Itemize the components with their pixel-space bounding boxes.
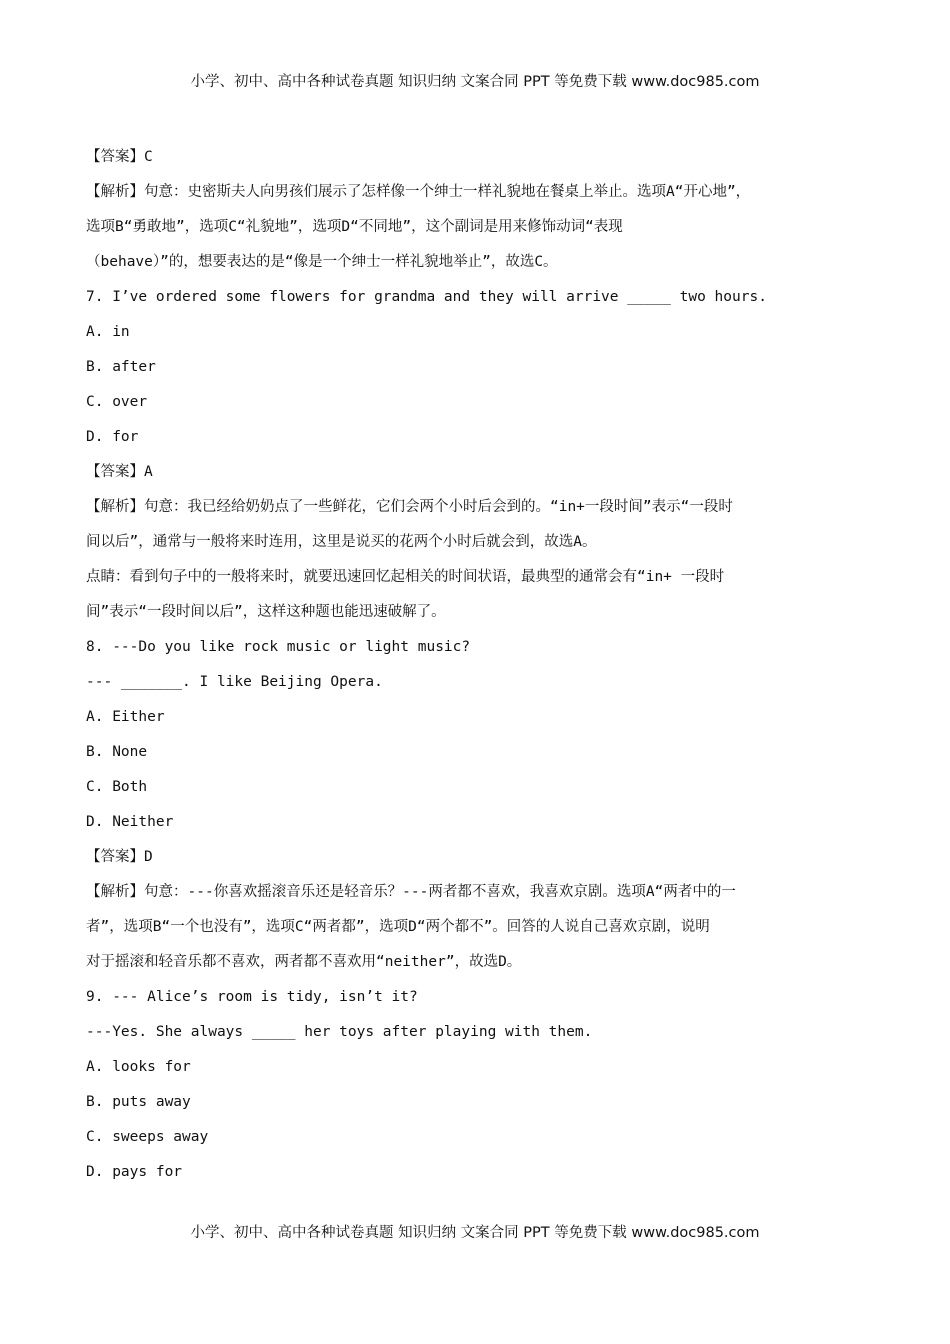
tip-q7-line-1: 点睛：看到句子中的一般将来时，就要迅速回忆起相关的时间状语，最典型的通常会有“in+ 一段时: [86, 569, 725, 585]
q8-option-b: B. None: [86, 744, 148, 760]
q7-option-d: D. for: [86, 429, 139, 445]
q9-option-a: A. looks for: [86, 1059, 191, 1075]
explanation-q6-line-2: 选项B“勇敢地”，选项C“礼貌地”，选项D“不同地”，这个副词是用来修饰动词“表现: [86, 219, 623, 235]
answer-q7: 【答案】A: [86, 464, 153, 480]
header-banner: 小学、初中、高中各种试卷真题 知识归纳 文案合同 PPT 等免费下载 www.doc985.com: [190, 74, 760, 90]
tip-q7-line-2: 间”表示“一段时间以后”，这样这种题也能迅速破解了。: [86, 604, 446, 620]
answer-q8: 【答案】D: [86, 849, 153, 865]
q7-option-a: A. in: [86, 324, 130, 340]
question-8-line-1: 8. ---Do you like rock music or light music?: [86, 639, 471, 655]
q7-option-b: B. after: [86, 359, 156, 375]
q8-option-d: D. Neither: [86, 814, 174, 830]
q9-option-b: B. puts away: [86, 1094, 191, 1110]
q9-option-d: D. pays for: [86, 1164, 183, 1180]
explanation-q8-line-1: 【解析】句意：---你喜欢摇滚音乐还是轻音乐？---两者都不喜欢，我喜欢京剧。选项A“两者中的一: [86, 884, 736, 900]
question-8-line-2: --- _______. I like Beijing Opera.: [86, 674, 383, 690]
answer-q6: 【答案】C: [86, 149, 153, 165]
explanation-q7-line-2: 间以后”，通常与一般将来时连用，这里是说买的花两个小时后就会到，故选A。: [86, 534, 597, 550]
question-7: 7. I’ve ordered some flowers for grandma and they will arrive _____ two hours.: [86, 289, 767, 305]
q8-option-a: A. Either: [86, 709, 165, 725]
document-body: [86, 140, 866, 1190]
q9-option-c: C. sweeps away: [86, 1129, 209, 1145]
explanation-q8-line-2: 者”，选项B“一个也没有”，选项C“两者都”，选项D“两个都不”。回答的人说自己喜欢京剧，说明: [86, 919, 710, 935]
explanation-q6-line-3: （behave）”的，想要表达的是“像是一个绅士一样礼貌地举止”，故选C。: [86, 254, 558, 270]
q7-option-c: C. over: [86, 394, 148, 410]
explanation-q7-line-1: 【解析】句意：我已经给奶奶点了一些鲜花，它们会两个小时后会到的。“in+一段时间”表示“一段时: [86, 499, 733, 515]
explanation-q8-line-3: 对于摇滚和轻音乐都不喜欢，两者都不喜欢用“neither”，故选D。: [86, 954, 522, 970]
footer-banner: 小学、初中、高中各种试卷真题 知识归纳 文案合同 PPT 等免费下载 www.doc985.com: [190, 1225, 760, 1241]
q8-option-c: C. Both: [86, 779, 148, 795]
question-9-line-2: ---Yes. She always _____ her toys after playing with them.: [86, 1024, 593, 1040]
question-9-line-1: 9. --- Alice’s room is tidy, isn’t it?: [86, 989, 418, 1005]
explanation-q6-line-1: 【解析】句意：史密斯夫人向男孩们展示了怎样像一个绅士一样礼貌地在餐桌上举止。选项A“开心地”，: [86, 184, 751, 200]
